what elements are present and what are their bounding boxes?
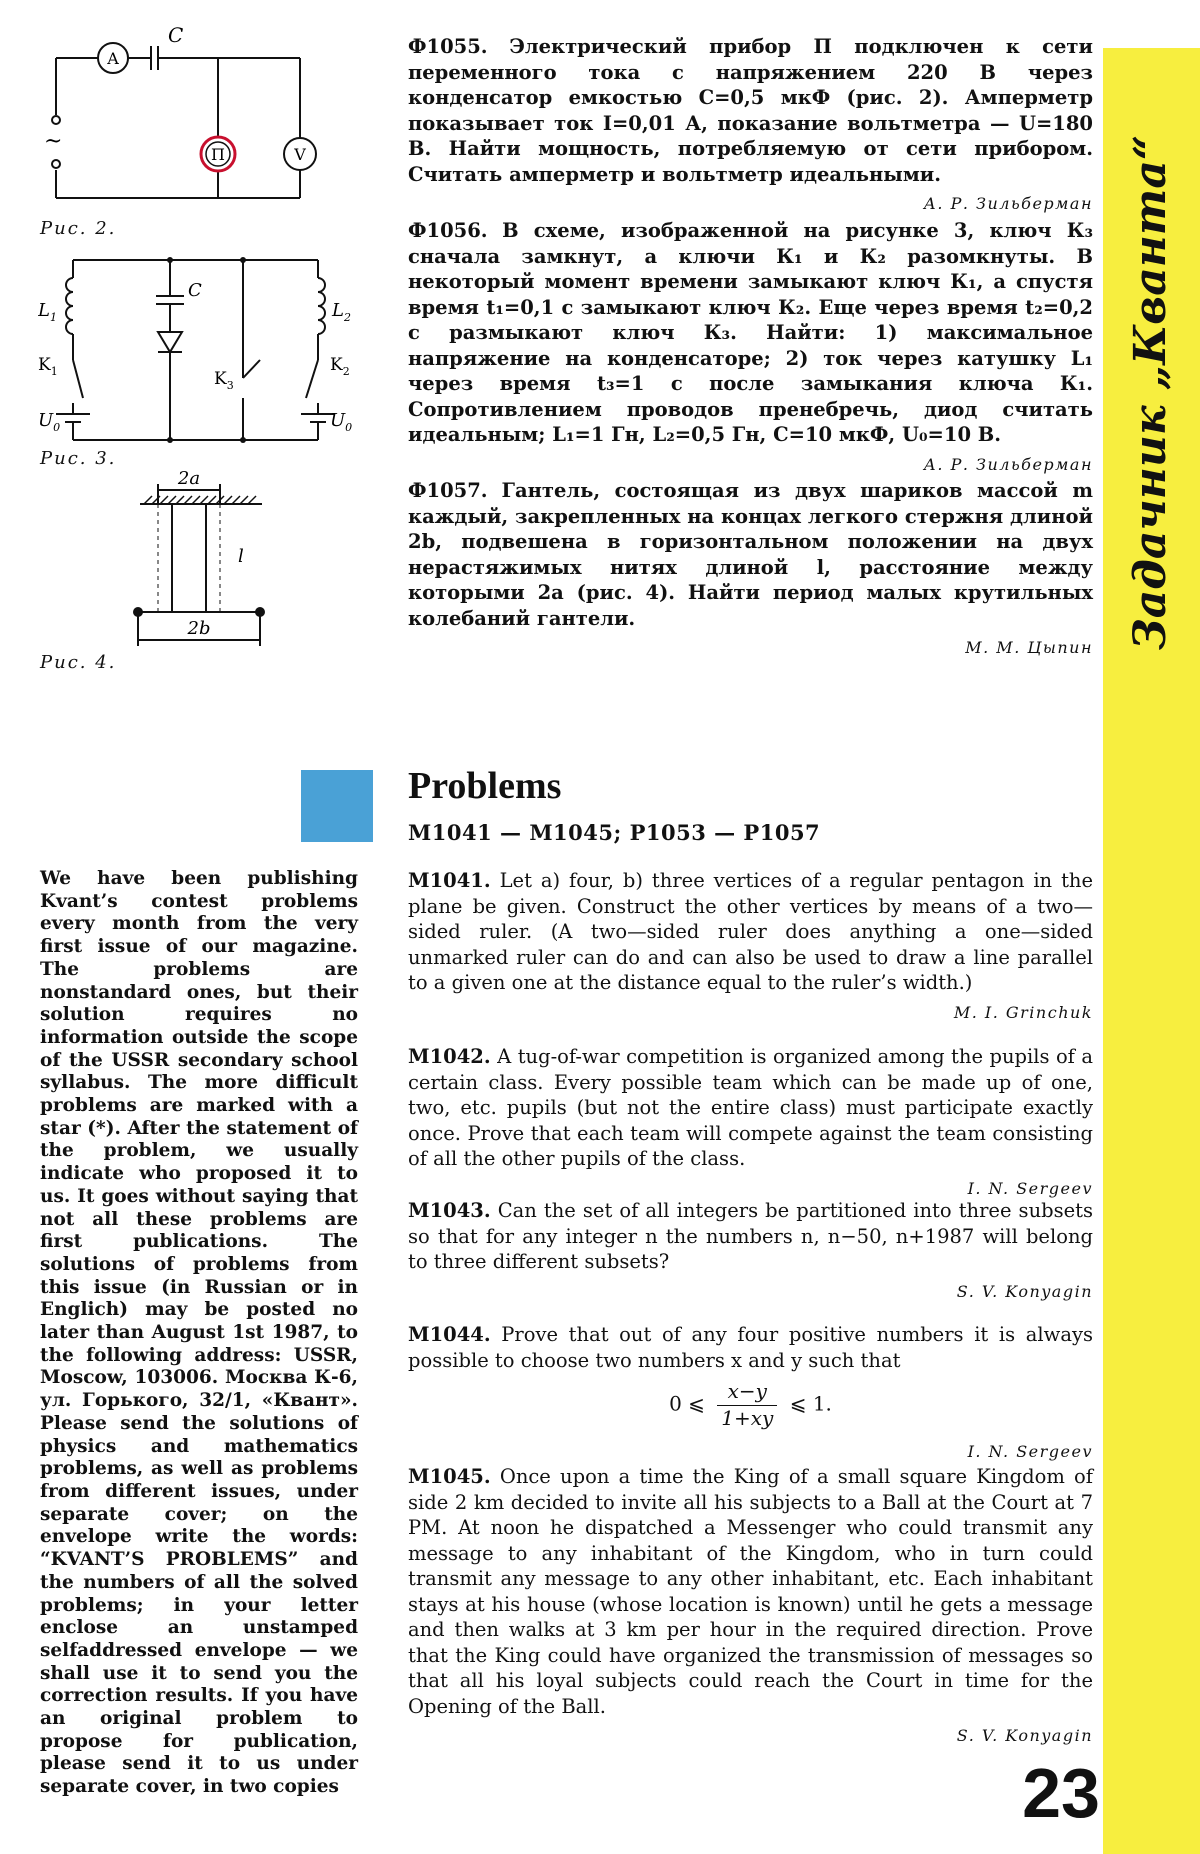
problem-text: В схеме, изображенной на рисунке 3, ключ К₃ сначала замкнут, а ключи К₁ и К₂ разомкнуты. В некоторый момент времени замыкают ключ К₁, а спустя время t₁=0,1 с замыкают ключ К₂. Еще через время t₂=0,2 с размыкают ключ К₃. Найти: 1) максимальное напряжение на конденсаторе; 2) ток через катушку L₁ через время t₃=1 с после замыкания ключа К₁. Сопротивлением проводов пренебречь, диод считать идеальным; L₁=1 Гн, L₂=0,5 Гн, C=10 мкФ, U₀=10 В. <box>408 219 1093 446</box>
problem-text: A tug-of-war competition is organized among the pupils of a certain class. Every possible team which can be made up of one, two, etc. pupils (but not the entire class) must participate exactly once. Prove that each team will compete against the team consisting of all the other pupils of the class. <box>408 1045 1093 1170</box>
fig3-c-label: C <box>188 280 202 301</box>
fraction <box>717 1379 777 1431</box>
problem-text: Prove that out of any four positive numbers it is always possible to choose two numbers x and y such that <box>408 1323 1093 1372</box>
problem-f1055 <box>408 34 1093 217</box>
problem-m1043 <box>408 1198 1093 1304</box>
problem-id: M1043. <box>408 1199 491 1222</box>
problem-author: M. I. Grinchuk <box>953 1002 1093 1022</box>
svg-text:L2: $L_2$ <box>332 300 351 324</box>
page-number: 23 <box>1022 1754 1100 1832</box>
fig3-k1-label: K <box>38 355 51 375</box>
fig2-source-label: ~ <box>44 129 63 154</box>
problem-author: S. V. Konyagin <box>956 1281 1093 1301</box>
fig2-caption: Рис. 2. <box>40 218 117 239</box>
problem-m1041 <box>408 868 1093 1025</box>
fig4-length-label: l <box>238 546 244 567</box>
problem-m1044 <box>408 1322 1093 1465</box>
problem-author: I. N. Sergeev <box>967 1442 1093 1461</box>
problem-id: M1041. <box>408 869 491 892</box>
svg-text:K1: $K_1$ <box>38 355 58 378</box>
fig2-device-label: П <box>211 145 225 164</box>
fig2-voltmeter-label: V <box>294 145 306 164</box>
section-title <box>1103 90 1200 670</box>
fig2-capacitor-label: C <box>168 23 184 47</box>
fraction-denominator: 1+xy <box>721 1405 774 1430</box>
problem-id: M1045. <box>408 1465 491 1488</box>
problem-id: M1044. <box>408 1323 491 1346</box>
problem-text: Электрический прибор П подключен к сети переменного тока с напряжением 220 В через конденсатор емкостью C=0,5 мкФ (рис. 2). Амперметр показывает ток I=0,01 А, показание вольтметра — U=180 В. Найти мощность, потребляемую от сети прибором. Считать амперметр и вольтметр идеальными. <box>408 35 1093 186</box>
fig3-u0-left-label: U <box>38 410 54 431</box>
problem-author: I. N. Sergeev <box>967 1178 1093 1198</box>
section-title-text: Задачник „Кванта“ <box>1125 134 1176 650</box>
figure-4 <box>110 462 280 652</box>
fig3-l1-label: L <box>38 300 50 321</box>
fig2-ammeter-label: A <box>107 49 119 68</box>
problem-m1045 <box>408 1464 1093 1749</box>
svg-text:K2: $K_2$ <box>330 355 350 378</box>
svg-text:L1: $L_1$ <box>38 300 57 324</box>
fig3-k2-label: K <box>330 355 343 375</box>
problem-author: М. М. Цыпин <box>965 638 1093 657</box>
fig4-bottom-label: 2b <box>187 618 211 639</box>
formula-left: 0 ⩽ <box>669 1391 705 1416</box>
problem-id: Ф1056. <box>408 219 488 242</box>
fig3-l2-label: L <box>332 300 344 321</box>
problem-author: А. Р. Зильберман <box>923 194 1093 213</box>
problem-text: Гантель, состоящая из двух шариков массой m каждый, закрепленных на концах легкого стержня длиной 2b, подвешена в горизонтальном положении на двух нерастяжимых нитях длиной l, расстояние между которыми 2a (рис. 4). Найти период малых крутильных колебаний гантели. <box>408 479 1093 630</box>
fraction-numerator: x−y <box>717 1379 777 1406</box>
fig3-u0-right-label: U <box>330 410 346 431</box>
problem-text: Once upon a time the King of a small square Kingdom of side 2 km decided to invite all his subjects to a Ball at the Court at 7 PM. At noon he dispatched a Messenger who could transmit any message to any inhabitant of the Kingdom, who in turn could transmit any message to any other inhabitant, etc. Each inhabitant stays at his house (whose location is known) until he gets a message and then walks at 3 km per hour in the required direction. Prove that the King could have organized the transmission of messages so that all his loyal subjects could reach the Court in time for the Opening of the Ball. <box>408 1465 1093 1718</box>
problem-author: S. V. Konyagin <box>956 1726 1093 1745</box>
problem-f1057 <box>408 478 1093 661</box>
problem-id: Ф1055. <box>408 35 488 58</box>
problem-m1042 <box>408 1044 1093 1201</box>
svg-text:U0: $U_0$ <box>38 410 61 434</box>
problem-text: Let a) four, b) three vertices of a regular pentagon in the plane be given. Construct the other vertices by means of a two—sided ruler. (A two—sided ruler does anything a one—sided unmarked ruler can do and can also be used to draw a line parallel to a given one at the distance equal to the ruler’s width.) <box>408 869 1093 994</box>
fig3-caption: Рис. 3. <box>40 448 117 469</box>
svg-text:K3: $K_3$ <box>214 369 234 392</box>
problems-subtitle: M1041 — M1045; P1053 — P1057 <box>408 820 821 845</box>
problem-text: Can the set of all integers be partitioned into three subsets so that for any integer n the numbers n, n−50, n+1987 will belong to three different subsets? <box>408 1199 1093 1273</box>
svg-text:C <box>188 280 202 301</box>
figure-3 <box>38 248 368 448</box>
problems-header <box>408 764 820 845</box>
formula-right: ⩽ 1. <box>789 1391 832 1416</box>
fig3-k3-label: K <box>214 369 227 389</box>
intro-text: We have been publishing Kvant’s contest problems every month from the very first issue of our magazine. The problems are nonstandard ones, but their solution requires no information outside the scope of the USSR secondary school syllabus. The more difficult problems are marked with a star (*). After the statement of the problem, we usually indicate who proposed it to us. It goes without saying that not all these problems are first publications. The solutions of problems from this issue (in Russian or in Englich) may be posted no later than August 1st 1987, to the following address: USSR, Moscow, 103006. Москва К-6, ул. Горького, 32/1, «Квант». Please send the solutions of physics and mathematics problems, as well as problems from different issues, under separate cover; on the envelope write the words: “KVANT’S PROBLEMS” and the numbers of all the solved problems; in your letter enclose an unstamped selfaddressed envelope — we shall use it to send you the correction results. If you have an original problem to propose for publication, please send it to us under separate cover, in two copies <box>40 868 358 1798</box>
accent-square <box>301 770 373 842</box>
problem-id: Ф1057. <box>408 479 488 502</box>
problem-f1056 <box>408 218 1093 477</box>
figure-2 <box>38 20 338 205</box>
fig4-top-label: 2a <box>177 468 201 489</box>
svg-text:U0: $U_0$ <box>330 410 353 434</box>
formula <box>408 1379 1093 1431</box>
fig4-caption: Рис. 4. <box>40 652 117 673</box>
problem-id: M1042. <box>408 1045 491 1068</box>
problems-title: Problems <box>408 765 562 807</box>
problem-author: А. Р. Зильберман <box>923 454 1093 474</box>
